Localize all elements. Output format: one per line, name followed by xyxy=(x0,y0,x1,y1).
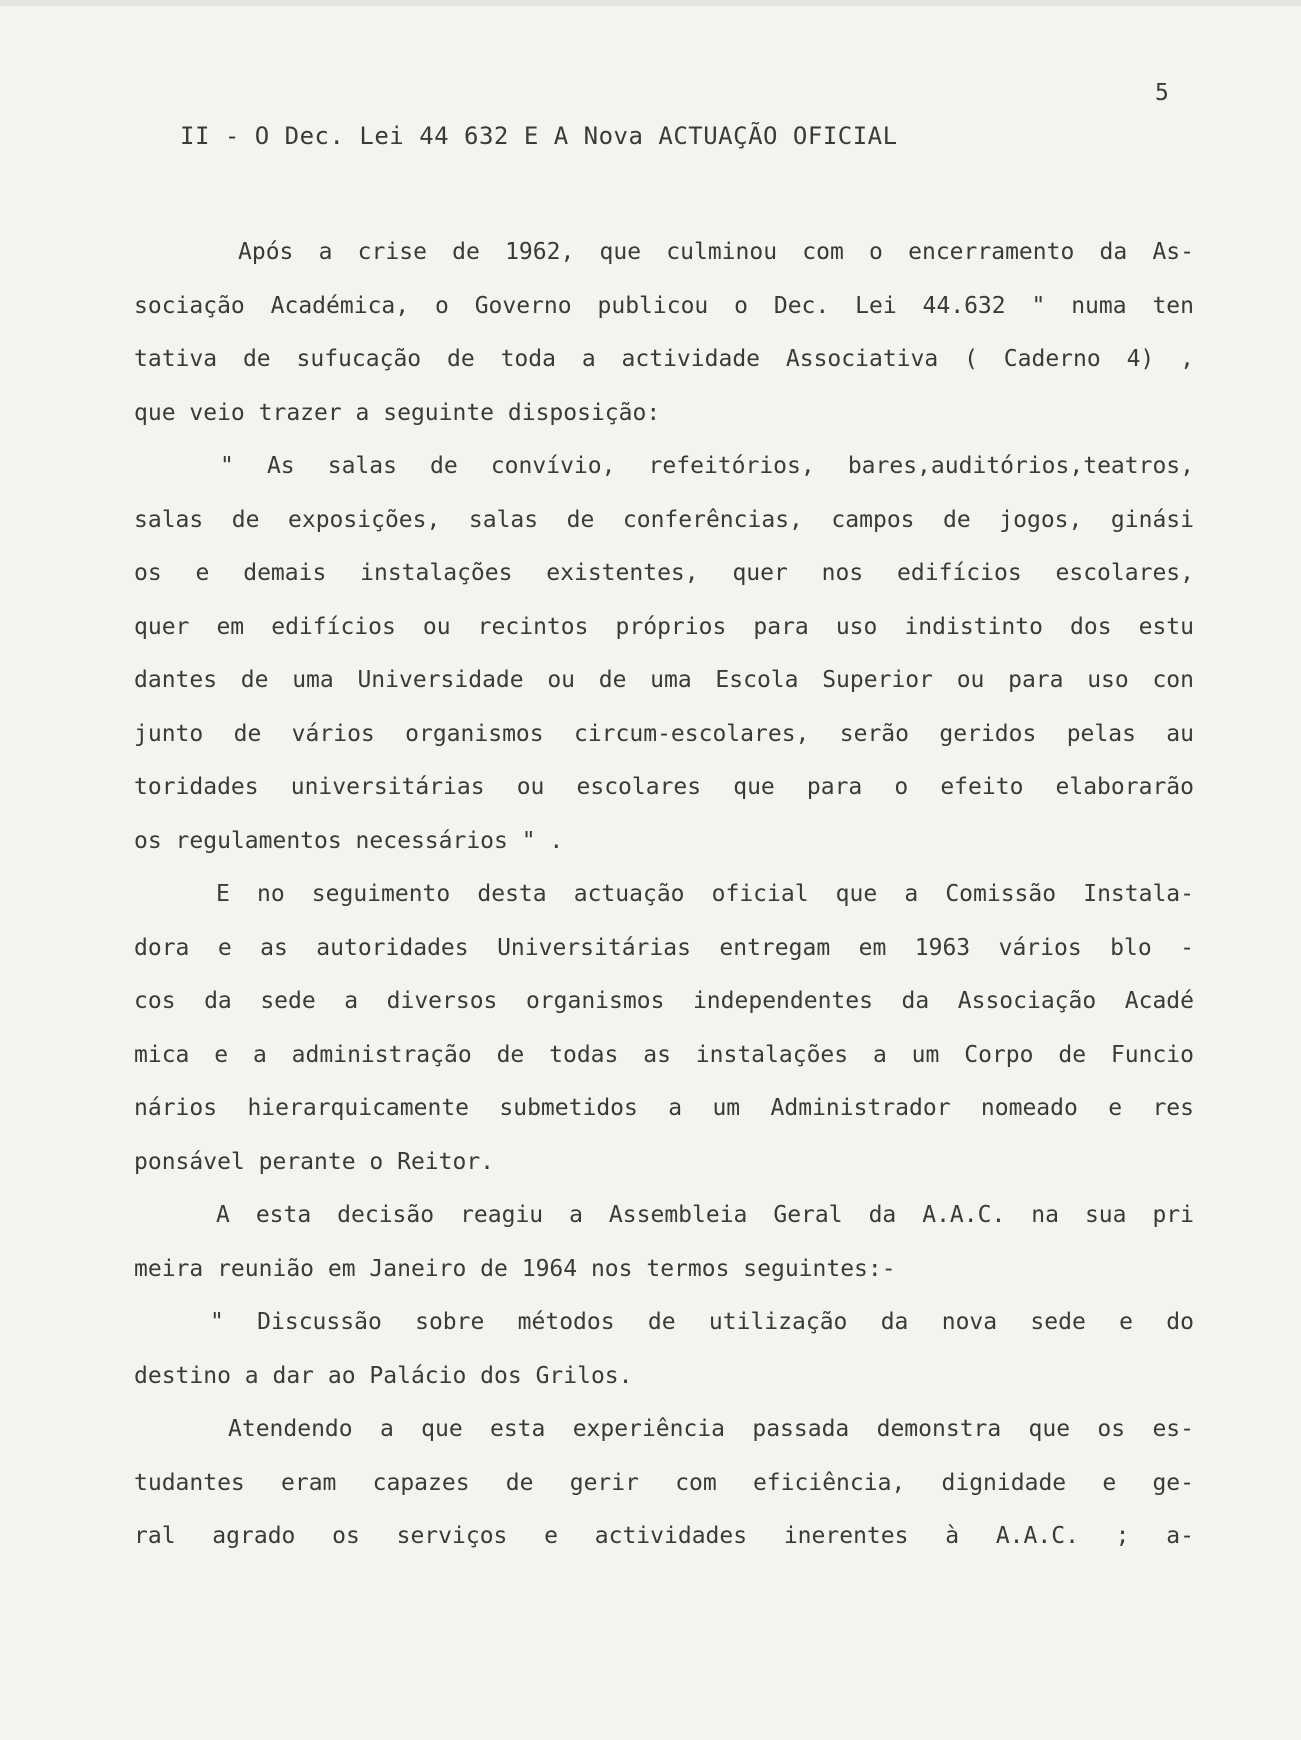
text-line: E no seguimento desta actuação oficial que a Comissão Instala- xyxy=(216,881,1194,907)
text-line: toridades universitárias ou escolares que para o efeito elaborarão xyxy=(134,774,1194,800)
text-line: Após a crise de 1962, que culminou com o encerramento da As- xyxy=(238,239,1194,265)
text-line: os regulamentos necessários " . xyxy=(134,827,564,854)
text-line: A esta decisão reagiu a Assembleia Geral da A.A.C. na sua pri xyxy=(216,1202,1194,1228)
text-line: sociação Académica, o Governo publicou o Dec. Lei 44.632 " numa ten xyxy=(134,292,1194,319)
text-line: junto de vários organismos circum-escolares, serão geridos pelas au xyxy=(134,720,1194,747)
page-number: 5 xyxy=(1155,80,1169,106)
text-line: " Discussão sobre métodos de utilização da nova sede e do xyxy=(210,1309,1194,1335)
text-line: mica e a administração de todas as instalações a um Corpo de Funcio xyxy=(134,1041,1194,1068)
text-line: cos da sede a diversos organismos independentes da Associação Acadé xyxy=(134,988,1194,1014)
text-line: tudantes eram capazes de gerir com eficiência, dignidade e ge- xyxy=(134,1469,1194,1496)
text-line: salas de exposições, salas de conferências, campos de jogos, ginási xyxy=(134,506,1194,533)
section-heading: II - O Dec. Lei 44 632 E A Nova ACTUAÇÃO OFICIAL xyxy=(180,122,898,150)
text-line: dantes de uma Universidade ou de uma Escola Superior ou para uso con xyxy=(134,667,1194,693)
text-line: tativa de sufucação de toda a actividade Associativa ( Caderno 4) , xyxy=(134,346,1194,372)
text-line: os e demais instalações existentes, quer nos edifícios escolares, xyxy=(134,560,1194,586)
text-line: Atendendo a que esta experiência passada demonstra que os es- xyxy=(228,1416,1194,1442)
text-line: ral agrado os serviços e actividades inerentes à A.A.C. ; a- xyxy=(134,1523,1194,1549)
text-line: dora e as autoridades Universitárias entregam em 1963 vários blo - xyxy=(134,934,1194,961)
text-line: destino a dar ao Palácio dos Grilos. xyxy=(134,1362,633,1389)
text-line: meira reunião em Janeiro de 1964 nos termos seguintes:- xyxy=(134,1255,896,1282)
text-line: ponsável perante o Reitor. xyxy=(134,1148,495,1175)
text-line: quer em edifícios ou recintos próprios para uso indistinto dos estu xyxy=(134,613,1194,640)
page-top-edge xyxy=(0,0,1301,6)
body-text xyxy=(134,234,1194,1572)
text-line: nários hierarquicamente submetidos a um Administrador nomeado e res xyxy=(134,1095,1194,1121)
text-line: que veio trazer a seguinte disposição: xyxy=(134,399,661,426)
text-line: " As salas de convívio, refeitórios, bares,auditórios,teatros, xyxy=(220,453,1194,479)
